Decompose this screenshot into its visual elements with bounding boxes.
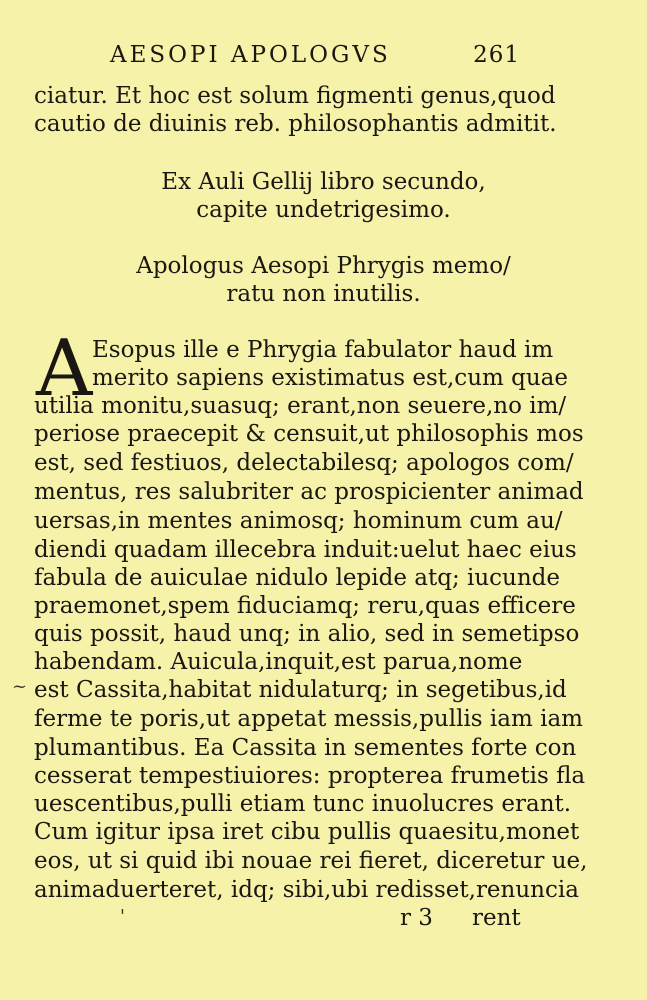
margin-tick-mark: ': [120, 906, 125, 927]
running-title: AESOPI APOLOGVS: [110, 42, 391, 68]
body-line: utilia monitu,suasuq; erant,non seuere,no im/: [34, 393, 567, 419]
body-line: praemonet,spem fiduciamq; reru,quas efficere: [34, 593, 576, 619]
body-line: est, sed festiuos, delectabilesq; apologos com/: [34, 450, 574, 476]
body-line: plumantibus. Ea Cassita in sementes forte con: [34, 735, 577, 761]
body-line: fabula de auiculae nidulo lepide atq; iucunde: [34, 565, 561, 591]
body-line: animaduerteret, idq; sibi,ubi redisset,renuncia: [34, 877, 579, 903]
body-line: quis possit, haud unq; in alio, sed in semetipso: [34, 621, 580, 647]
fable-title-line: ratu non inutilis.: [226, 281, 421, 307]
body-line: cesserat tempestiuiores: propterea frumetis fla: [34, 763, 586, 789]
signature-mark: r 3: [400, 905, 433, 931]
fable-title-line: Apologus Aesopi Phrygis memo/: [136, 253, 511, 279]
body-line: mentus, res salubriter ac prospicienter animad: [34, 479, 584, 505]
body-line: eos, ut si quid ibi nouae rei fieret, diceretur ue,: [34, 848, 588, 874]
margin-tick-mark: ~: [12, 676, 28, 697]
body-line: periose praecepit & censuit,ut philosophis mos: [34, 421, 584, 447]
page-header: [110, 42, 520, 68]
body-line: diendi quadam illecebra induit:uelut haec eius: [34, 537, 577, 563]
source-heading-line: capite undetrigesimo.: [196, 197, 451, 223]
body-line: habendam. Auicula,inquit,est parua,nome: [34, 649, 523, 675]
text-line: ciatur. Et hoc est solum figmenti genus,quod: [34, 83, 556, 109]
drop-cap: A: [36, 324, 93, 414]
body-line: merito sapiens existimatus est,cum quae: [92, 365, 568, 391]
body-line: ferme te poris,ut appetat messis,pullis iam iam: [34, 706, 583, 732]
body-line: uescentibus,pulli etiam tunc inuolucres erant.: [34, 791, 572, 817]
body-line: Cum igitur ipsa iret cibu pullis quaesitu,monet: [34, 819, 580, 845]
page-number: 261: [473, 42, 520, 68]
body-line: uersas,in mentes animosq; hominum cum au/: [34, 508, 563, 534]
source-heading-line: Ex Auli Gellij libro secundo,: [161, 169, 486, 195]
body-line: Esopus ille e Phrygia fabulator haud im: [92, 337, 554, 363]
catchword: rent: [472, 905, 521, 931]
body-line: est Cassita,habitat nidulaturq; in segetibus,id: [34, 677, 567, 703]
text-line: cautio de diuinis reb. philosophantis admitit.: [34, 111, 557, 137]
